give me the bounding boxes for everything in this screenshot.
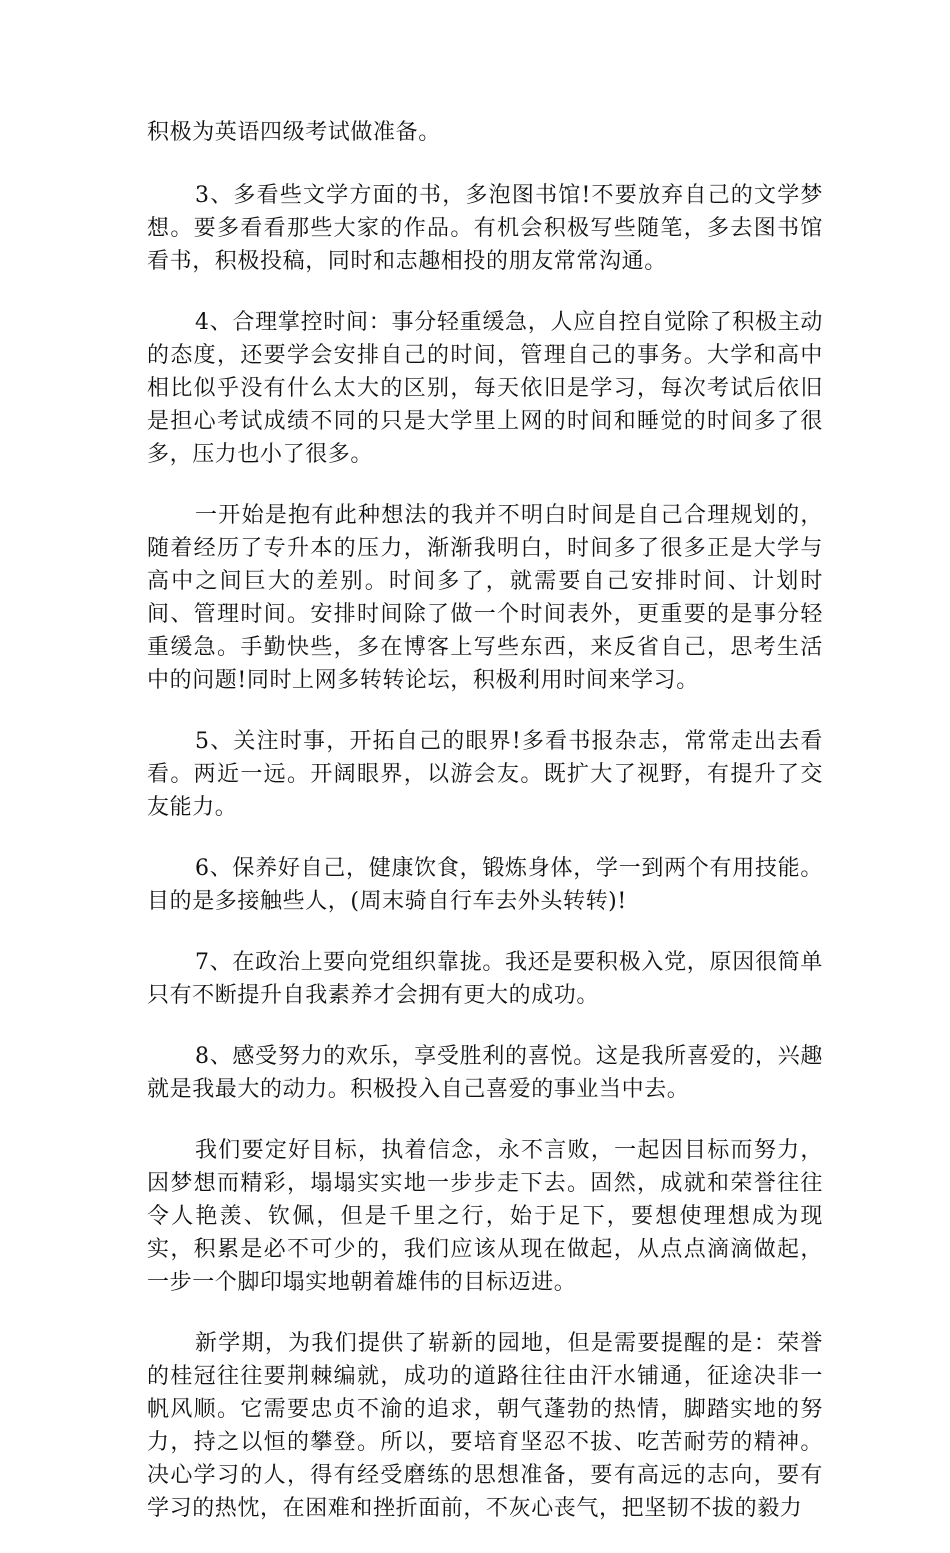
paragraph-goals: 我们要定好目标，执着信念，永不言败，一起因目标而努力，因梦想而精彩，塌塌实实地一步步走下去。固然，成就和荣誉往往令人艳羡、钦佩，但是千里之行，始于足下，要想使理想成为现实，积累是必不可少的，我们应该从现在做起，从点点滴滴做起，一步一个脚印塌实地朝着雄伟的目标迈进。 — [147, 1138, 823, 1295]
paragraph-continuation: 积极为英语四级考试做准备。 — [147, 120, 441, 145]
paragraph-new-semester: 新学期，为我们提供了崭新的园地，但是需要提醒的是：荣誉的桂冠往往要荆棘编就，成功的道路往往由汗水铺通，征途决非一帆风顺。它需要忠贞不渝的追求，朝气蓬勃的热情，脚踏实地的努力，持之以恒的攀登。所以，要培育坚忍不拔、吃苦耐劳的精神。决心学习的人，得有经受磨练的思想准备，要有高远的志向，要有学习的热忱，在困难和挫折面前，不灰心丧气，把坚韧不拔的毅力 — [147, 1331, 823, 1521]
paragraph-item-5: 5、关注时事，开拓自己的眼界!多看书报杂志，常常走出去看看。两近一远。开阔眼界，以游会友。既扩大了视野，有提升了交友能力。 — [147, 729, 823, 820]
paragraph-item-7: 7、在政治上要向党组织靠拢。我还是要积极入党，原因很简单只有不断提升自我素养才会拥有更大的成功。 — [147, 950, 823, 1008]
paragraph-item-6: 6、保养好自己，健康饮食，锻炼身体，学一到两个有用技能。目的是多接触些人，(周末骑自行车去外头转转)! — [147, 856, 823, 914]
document-body — [147, 116, 823, 1553]
paragraph-item-8: 8、感受努力的欢乐，享受胜利的喜悦。这是我所喜爱的，兴趣就是我最大的动力。积极投入自己喜爱的事业当中去。 — [147, 1044, 823, 1102]
paragraph-time-management: 一开始是抱有此种想法的我并不明白时间是自己合理规划的，随着经历了专升本的压力，渐渐我明白，时间多了很多正是大学与高中之间巨大的差别。时间多了，就需要自己安排时间、计划时间、管理时间。安排时间除了做一个时间表外，更重要的是事分轻重缓急。手勤快些，多在博客上写些东西，来反省自己，思考生活中的问题!同时上网多转转论坛，积极利用时间来学习。 — [147, 503, 823, 693]
paragraph-item-4: 4、合理掌控时间：事分轻重缓急，人应自控自觉除了积极主动的态度，还要学会安排自己的时间，管理自己的事务。大学和高中相比似乎没有什么太大的区别，每天依旧是学习，每次考试后依旧是担心考试成绩不同的只是大学里上网的时间和睡觉的时间多了很多，压力也小了很多。 — [147, 310, 823, 467]
paragraph-item-3: 3、多看些文学方面的书，多泡图书馆!不要放弃自己的文学梦想。要多看看那些大家的作品。有机会积极写些随笔，多去图书馆看书，积极投稿，同时和志趣相投的朋友常常沟通。 — [147, 183, 823, 274]
